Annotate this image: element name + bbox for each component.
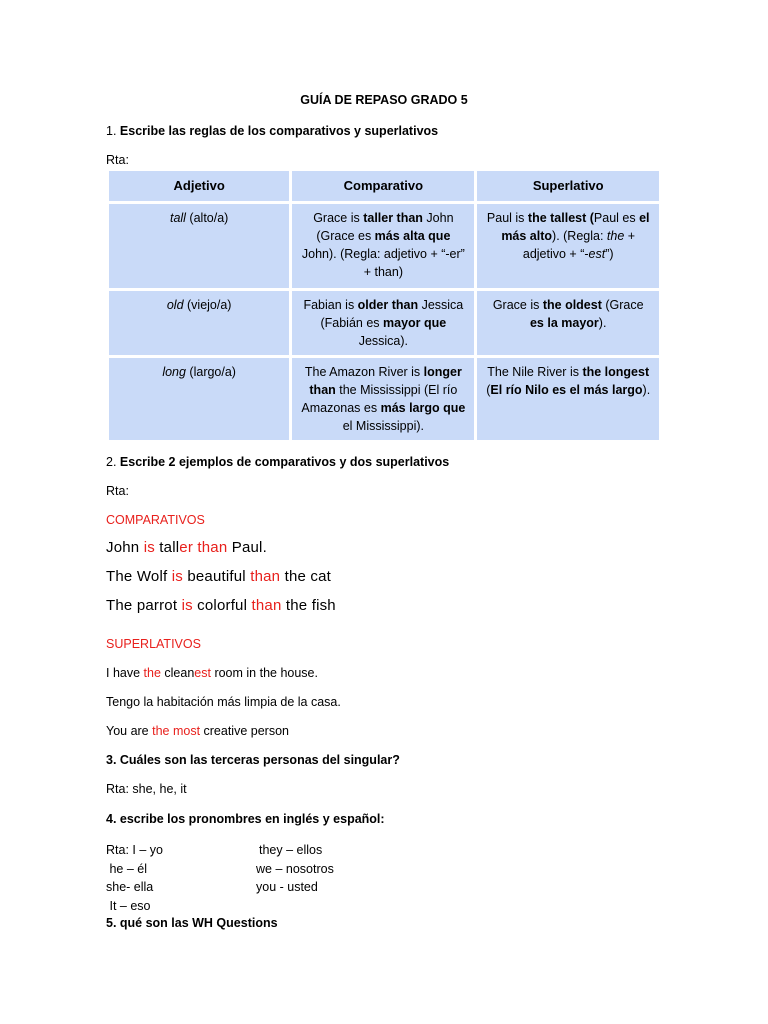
text-run: John). (Regla: adjetivo + “-er” + than) — [301, 247, 465, 279]
text-run: Grace is — [492, 298, 543, 312]
text-run: The Amazon River is — [304, 365, 424, 379]
text-run: the most — [152, 724, 201, 738]
comparative-example — [106, 568, 331, 585]
text-run: taller than — [363, 211, 423, 225]
text-run: (viejo/a) — [183, 298, 232, 312]
cell-superlative — [477, 204, 659, 288]
text-run: the longest — [582, 365, 650, 379]
text-run: tall — [169, 211, 186, 225]
table-header-row — [109, 171, 659, 201]
text-run: El río Nilo es — [490, 383, 570, 397]
pronoun-pair: Rta: I – yo — [106, 843, 163, 857]
text-run: John (Grace es — [316, 211, 454, 243]
text-run: es la mayor — [529, 316, 599, 330]
text-run: ( — [486, 383, 491, 397]
text-run: the — [606, 229, 625, 243]
superlative-example — [106, 695, 341, 709]
cell-superlative — [477, 358, 659, 440]
header-superlativo: Superlativo — [477, 171, 659, 201]
text-run: the oldest — [542, 298, 602, 312]
text-run: Grace is — [313, 211, 364, 225]
text-run: est — [194, 666, 211, 680]
text-run: Paul. — [227, 539, 267, 556]
table-row — [109, 291, 659, 355]
text-run: (largo/a) — [185, 365, 236, 379]
text-run: ). — [642, 383, 651, 397]
question-4: 4. escribe los pronombres en inglés y español: — [106, 812, 385, 826]
cell-adjective — [109, 204, 289, 288]
pronoun-pair: It – eso — [106, 898, 151, 913]
text-run: is — [171, 568, 183, 585]
text-run: longer than — [309, 365, 462, 397]
text-run: tall — [154, 539, 180, 556]
text-run: is — [143, 539, 155, 556]
text-run: colorful — [192, 597, 252, 614]
text-run: The Nile River is — [487, 365, 583, 379]
table-row — [109, 204, 659, 288]
superlative-example — [106, 724, 289, 738]
comparativos-heading: COMPARATIVOS — [106, 513, 205, 527]
text-run: est — [588, 247, 606, 261]
header-adjetivo: Adjetivo — [109, 171, 289, 201]
question-5: 5. qué son las WH Questions — [106, 916, 278, 930]
text-run: el más alto — [501, 211, 650, 243]
text-run: Tengo la habitación más limpia de la casa. — [106, 695, 341, 709]
text-run: el Mississippi). — [342, 419, 424, 433]
text-run: (Grace — [601, 298, 644, 312]
text-run: old — [166, 298, 184, 312]
text-run: You are — [106, 724, 153, 738]
pronouns-left-column — [106, 841, 163, 915]
text-run: than — [251, 597, 282, 614]
question-1-text: Escribe las reglas de los comparativos y superlativos — [116, 124, 439, 138]
question-1-number: 1. — [106, 124, 117, 138]
text-run: John — [106, 539, 144, 556]
answer-label-1: Rta: — [106, 153, 129, 167]
text-run: el más largo — [569, 383, 643, 397]
cell-comparative — [292, 291, 474, 355]
text-run: the Mississippi (El río Amazonas es — [301, 383, 458, 415]
text-run: ”) — [605, 247, 614, 261]
text-run: the tallest ( — [527, 211, 594, 225]
cell-comparative — [292, 358, 474, 440]
pronoun-pair: she- ella — [106, 880, 154, 894]
pronoun-pair: they – ellos — [259, 843, 323, 857]
text-run: I have — [106, 666, 144, 680]
cell-comparative — [292, 204, 474, 288]
text-run: room in the house. — [210, 666, 318, 680]
text-run: Paul es — [593, 211, 640, 225]
text-run: + adjetivo + “- — [522, 229, 636, 261]
text-run: ). (Regla: — [552, 229, 607, 243]
superlativos-heading: SUPERLATIVOS — [106, 637, 201, 651]
question-2 — [106, 455, 449, 469]
question-2-text: Escribe 2 ejemplos de comparativos y dos superlativos — [116, 455, 450, 469]
header-comparativo: Comparativo — [292, 171, 474, 201]
text-run: The parrot — [106, 597, 182, 614]
text-run: the cat — [280, 568, 331, 585]
pronouns-right-column — [256, 841, 334, 897]
text-run: (alto/a) — [185, 211, 229, 225]
text-run: más largo que — [380, 401, 466, 415]
table-row — [109, 358, 659, 440]
text-run: older than — [357, 298, 419, 312]
answer-label-2: Rta: — [106, 484, 129, 498]
text-run: the fish — [281, 597, 336, 614]
text-run: Jessica (Fabián es — [320, 298, 464, 330]
text-run: er than — [179, 539, 228, 556]
question-3: 3. Cuáles son las terceras personas del singular? — [106, 753, 400, 767]
text-run: más alta que — [374, 229, 451, 243]
pronoun-pair: we – nosotros — [256, 861, 334, 876]
comparative-example — [106, 597, 336, 614]
text-run: Fabian is — [303, 298, 358, 312]
text-run: the — [143, 666, 161, 680]
cell-superlative — [477, 291, 659, 355]
cell-adjective — [109, 358, 289, 440]
text-run: beautiful — [182, 568, 251, 585]
superlative-example — [106, 666, 318, 680]
page-title: GUÍA DE REPASO GRADO 5 — [300, 93, 468, 107]
text-run: Jessica). — [358, 334, 409, 348]
question-1 — [106, 124, 438, 138]
text-run: creative person — [200, 724, 289, 738]
pronoun-pair: you - usted — [256, 880, 318, 894]
answer-3: Rta: she, he, it — [106, 782, 187, 796]
text-run: long — [162, 365, 186, 379]
comparatives-table — [106, 168, 662, 443]
comparative-example — [106, 539, 267, 556]
text-run: is — [181, 597, 193, 614]
pronoun-pair: he – él — [106, 861, 148, 876]
text-run: ). — [598, 316, 607, 330]
text-run: mayor que — [383, 316, 447, 330]
text-run: The Wolf — [106, 568, 172, 585]
text-run: than — [250, 568, 281, 585]
cell-adjective — [109, 291, 289, 355]
text-run: clean — [160, 666, 195, 680]
question-2-number: 2. — [106, 455, 117, 469]
text-run: Paul is — [486, 211, 528, 225]
